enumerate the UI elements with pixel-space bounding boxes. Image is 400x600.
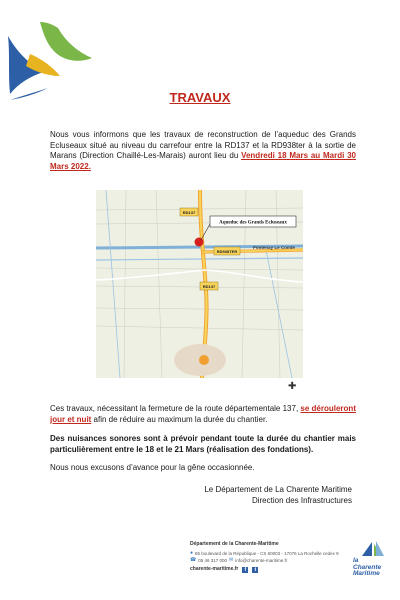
- logo-line-1: la: [353, 557, 359, 564]
- phone-icon: ☎: [190, 557, 197, 563]
- apology-paragraph: Nous nous excusons d’avance pour la gêne occasionnée.: [50, 463, 255, 472]
- closure-text-before: Ces travaux, nécessitant la fermeture de la route départementale 137,: [50, 404, 301, 413]
- footer-email[interactable]: info@charente-maritime.fr: [235, 558, 288, 563]
- footer-department: Département de la Charente-Maritime: [190, 541, 279, 547]
- signature-line-2: Direction des Infrastructures: [251, 496, 352, 505]
- page-title: TRAVAUX: [169, 90, 231, 105]
- location-pin-icon: ●: [190, 550, 194, 556]
- twitter-icon[interactable]: t: [252, 567, 258, 573]
- crosshair-icon: ✚: [288, 381, 297, 392]
- logo-line-3: Maritime: [353, 570, 380, 577]
- facebook-icon[interactable]: f: [242, 567, 248, 573]
- map-callout-label: Aqueduc des Grands Ecluseaux: [219, 220, 287, 226]
- intro-dates: Vendredi 18 Mars au Mardi 30 Mars 2022.: [50, 151, 356, 171]
- logo-line-2: Charente: [353, 563, 382, 571]
- map-road-label-rd137-north: RD137: [182, 210, 196, 215]
- footer-address: 85 boulevard de la République - CS 60003 - 17076 La Rochelle cedex 9: [195, 551, 339, 556]
- email-icon: ✉: [229, 557, 234, 563]
- signature-line-1: Le Département de La Charente Maritime: [204, 485, 352, 494]
- closure-highlight: se dérouleront jour et nuit: [50, 404, 356, 424]
- map-place-fontenay: Fontenay Le Comte: [253, 245, 295, 250]
- intro-text: Nous vous informons que les travaux de reconstruction de l’aqueduc des Grands Ecluseaux situé au niveau du carrefour entre la RD137 et la RD938ter à la sortie de Marans (Direction Chaillé-Les-Marais) auront lieu du: [50, 130, 356, 160]
- closure-text-after: afin de réduire au maximum la durée du chantier.: [91, 414, 268, 424]
- footer: [190, 541, 360, 573]
- works-map: [96, 190, 303, 378]
- noise-paragraph: Des nuisances sonores sont à prévoir pendant toute la durée du chantier mais particulièrement entre le 18 et le 21 Mars (réalisation des fondations).: [50, 434, 356, 454]
- map-road-label-rd938ter: RD938TER: [216, 249, 238, 254]
- map-road-label-rd137-south: RD137: [202, 284, 216, 289]
- charente-maritime-logo: [350, 540, 390, 585]
- footer-phone: 05 46 317 000: [198, 558, 228, 563]
- signature-block: [204, 484, 352, 506]
- closure-paragraph: [50, 404, 356, 425]
- intro-paragraph: [50, 130, 356, 172]
- footer-website[interactable]: charente-maritime.fr: [190, 566, 239, 572]
